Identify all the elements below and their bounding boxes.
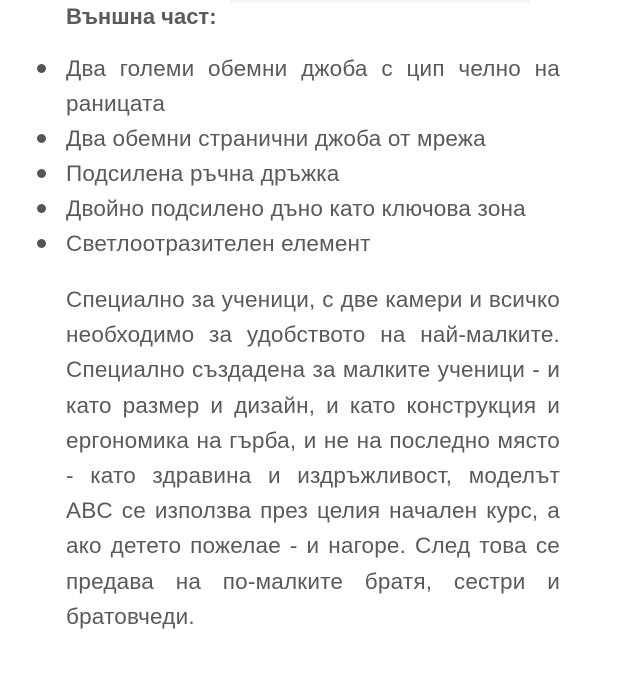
feature-text: Два обемни странични джоба от мрежа [66, 126, 486, 151]
feature-item [66, 51, 560, 121]
description-paragraph: Специално за ученици, с две камери и всичко необходимо за удобството на най-малките. Специално създадена за малките ученици - и като размер и дизайн, и като конструкция и ергономика на гърба, и не на последно място - като здравина и издръжливост, моделът ABC се използва през целия начален курс, а ако детето пожелае - и нагоре. След това се предава на по-малките братя, сестри и братовчеди. [66, 287, 560, 629]
feature-item [66, 121, 560, 156]
feature-text: Двойно подсилено дъно като ключова зона [66, 196, 526, 221]
bullet-icon [37, 239, 46, 248]
feature-list [66, 51, 560, 261]
bullet-icon [37, 64, 46, 73]
feature-text: Светлоотразителен елемент [66, 231, 371, 256]
bullet-icon [37, 134, 46, 143]
section-heading: Външна част: [66, 4, 217, 29]
feature-text: Два големи обемни джоба с цип челно на раницата [66, 56, 560, 116]
bullet-icon [37, 204, 46, 213]
feature-item [66, 156, 560, 191]
product-description-section [66, 0, 560, 634]
feature-item [66, 226, 560, 261]
bullet-icon [37, 169, 46, 178]
feature-text: Подсилена ръчна дръжка [66, 161, 340, 186]
feature-item [66, 191, 560, 226]
